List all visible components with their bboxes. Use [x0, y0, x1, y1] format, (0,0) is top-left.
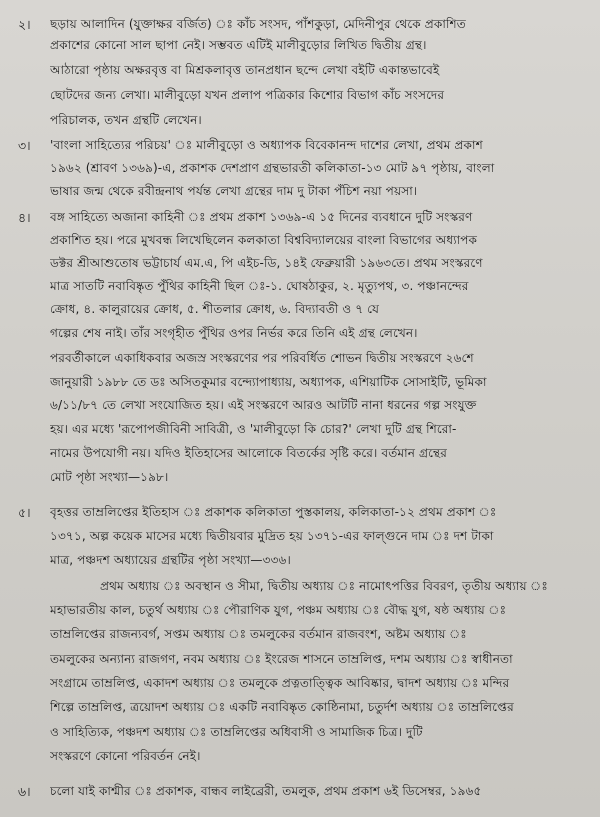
entry-line: হয়। এর মধ্যে 'রূপোপজীবিনী সাবিত্রী, ও 'মালীবুড়ো কি চোর?' লেখা দুটি গ্রন্থ শিরো-	[50, 422, 457, 436]
entry-line: জানুয়ারী ১৯৮৮ তে ডঃ অসিতকুমার বন্দ্যোপাধ্যায়, অধ্যাপক, এশিয়াটিক সোসাইটি, ভূমিকা	[50, 375, 487, 389]
entry-line: আঠারো পৃষ্ঠায় অক্ষরবৃত্ত বা মিশ্রকলাবৃত্ত তানপ্রধান ছন্দে লেখা বইটি একান্তভাবেই	[50, 63, 440, 77]
entry-line: বঙ্গ সাহিত্যে অজানা কাহিনী ঃ প্রথম প্রকাশ ১৩৬৯-এ ১৫ দিনের ব্যবধানে দুটি সংস্করণ	[50, 210, 473, 224]
entry-line: তমলুকের অন্যান্য রাজগণ, নবম অধ্যায় ঃ ইংরেজ শাসনে তাম্রলিপ্ত, দশম অধ্যায় ঃ স্বাধীনতা	[50, 652, 513, 666]
entry-line: সংগ্রামে তাম্রলিপ্ত, একাদশ অধ্যায় ঃ তমলুকে প্রত্নতাত্ত্বিক আবিষ্কার, দ্বাদশ অধ্যায় ঃ মন্দির	[50, 676, 510, 690]
entry-line: মাত্র, পঞ্চদশ অধ্যায়ের গ্রন্থটির পৃষ্ঠা সংখ্যা—৩৩৬।	[50, 553, 291, 567]
entry-line: ও সাহিত্যিক, পঞ্চদশ অধ্যায় ঃ তাম্রলিপ্তের অধিবাসী ও সামাজিক চিত্র। দুটি	[50, 725, 423, 739]
entry-line: তাম্রলিপ্তের রাজন্যবর্গ, সপ্তম অধ্যায় ঃ তমলুকের বর্তমান রাজবংশ, অষ্টম অধ্যায় ঃ	[50, 627, 467, 641]
entry-line: ১৩৭১, অল্প কয়েক মাসের মধ্যে দ্বিতীয়বার মুদ্রিত হয় ১৩৭১-এর ফাল্গুনে দাম ঃ দশ টাকা	[50, 529, 494, 543]
entry-line: পরবর্তীকালে একাধিকবার অজস্র সংস্করণের পর পরিবর্ধিত শোভন দ্বিতীয় সংস্করণে ২৬শে	[50, 351, 474, 365]
entry-line: প্রকাশের কোনো সাল ছাপা নেই। সম্ভবত এটিই মালীবুড়োর লিখিত দ্বিতীয় গ্রন্থ।	[50, 38, 427, 52]
entry-line: মহাভারতীয় কাল, চতুর্থ অধ্যায় ঃ পৌরাণিক যুগ, পঞ্চম অধ্যায় ঃ বৌদ্ধ যুগ, ষষ্ঠ অধ্যায় ঃ	[50, 603, 507, 617]
entry-number: ৩।	[18, 138, 31, 153]
entry-line: ভাষার জন্ম থেকে রবীন্দ্রনাথ পর্যন্ত লেখা গ্রন্থের দাম দু টাকা পঁচিশ নয়া পয়সা।	[50, 184, 418, 198]
entry-line: সংস্করণে কোনো পরিবর্তন নেই।	[50, 749, 201, 763]
entry-line: ১৯৬২ (শ্রাবণ ১৩৬৯)-এ, প্রকাশক দেশপ্রাণ গ্রন্থভারতী কলিকাতা-১৩ মোট ৯৭ পৃষ্ঠায়, বাংলা	[50, 161, 495, 175]
entry-number: ৪।	[18, 210, 31, 225]
entry-line: গল্পের শেষ নাই। তাঁর সংগৃহীত পুঁথির ওপর নির্ভর করে তিনি এই গ্রন্থ লেখেন।	[50, 326, 418, 340]
entry-line: চলো যাই কাশ্মীর ঃ প্রকাশক, বান্ধব লাইব্রেরী, তমলুক, প্রথম প্রকাশ ৬ই ডিসেম্বর, ১৯৬৫	[50, 784, 482, 798]
entry-line: ৬/১১/৮৭ তে লেখা সংযোজিত হয়। এই সংস্করণে আরও আটটি নানা ধরনের গল্প সংযুক্ত	[50, 398, 477, 412]
entry-number: ২।	[18, 17, 31, 32]
entry-line: প্রকাশিত হয়। পরে মুখবন্ধ লিখেছিলেন কলকাতা বিশ্ববিদ্যালয়ের বাংলা বিভাগের অধ্যাপক	[50, 233, 478, 247]
entry-line: ছোটদের জন্য লেখা। মালীবুড়ো যখন প্রলাপ পত্রিকার কিশোর বিভাগ কাঁচ সংসদের	[50, 88, 445, 102]
entry-number: ৫।	[18, 505, 31, 520]
entry-line: বৃহত্তর তাম্রলিপ্তের ইতিহাস ঃ প্রকাশক কলিকাতা পুস্তকালয়, কলিকাতা-১২ প্রথম প্রকাশ ঃ	[50, 505, 497, 519]
entry-line: ক্রোধ, ৪. কালুরায়ের ক্রোধ, ৫. শীতলার ক্রোধ, ৬. বিদ্যাবতী ও ৭ যে	[50, 302, 380, 316]
entry-line: নামের উপযোগী নয়। যদিও ইতিহাসের আলোকে বিতর্কের সৃষ্টি করে। বর্তমান গ্রন্থের	[50, 446, 447, 460]
entry-line: শিল্পে তাম্রলিপ্ত, ত্রয়োদশ অধ্যায় ঃ একটি নবাবিষ্কৃত কোষ্ঠিনামা, চতুর্দশ অধ্যায় ঃ তাম্রলিপ্তের	[50, 700, 514, 714]
entry-line: মোট পৃষ্ঠা সংখ্যা—১৯৮।	[50, 470, 169, 484]
entry-line: ছড়ায় আলাদিন (যুক্তাক্ষর বর্জিত) ঃ কাঁচ সংসদ, পাঁশকুড়া, মেদিনীপুর থেকে প্রকাশিত	[50, 17, 466, 31]
entry-line: পরিচালক, তখন গ্রন্থটি লেখেন।	[50, 113, 202, 127]
entry-line: প্রথম অধ্যায় ঃ অবস্থান ও সীমা, দ্বিতীয় অধ্যায় ঃ নামোৎপত্তির বিবরণ, তৃতীয় অধ্যায় ঃ	[100, 579, 548, 593]
entry-line: 'বাংলা সাহিত্যের পরিচয়' ঃ মালীবুড়ো ও অধ্যাপক বিবেকানন্দ দাশের লেখা, প্রথম প্রকাশ	[50, 138, 483, 152]
entry-number: ৬।	[18, 784, 31, 799]
entry-line: ডক্টর শ্রীআশুতোষ ভট্টাচার্য এম.এ, পি এইচ-ডি, ১৪ই ফেব্রুয়ারী ১৯৬৩তে। প্রথম সংস্করণে	[50, 256, 483, 270]
entry-line: মাত্র সাতটি নবাবিষ্কৃত পুঁথির কাহিনী ছিল ঃ-১. ঘোষঠাকুর, ২. মৃত্যুপথ, ৩. পঞ্চানন্দের	[50, 279, 469, 293]
